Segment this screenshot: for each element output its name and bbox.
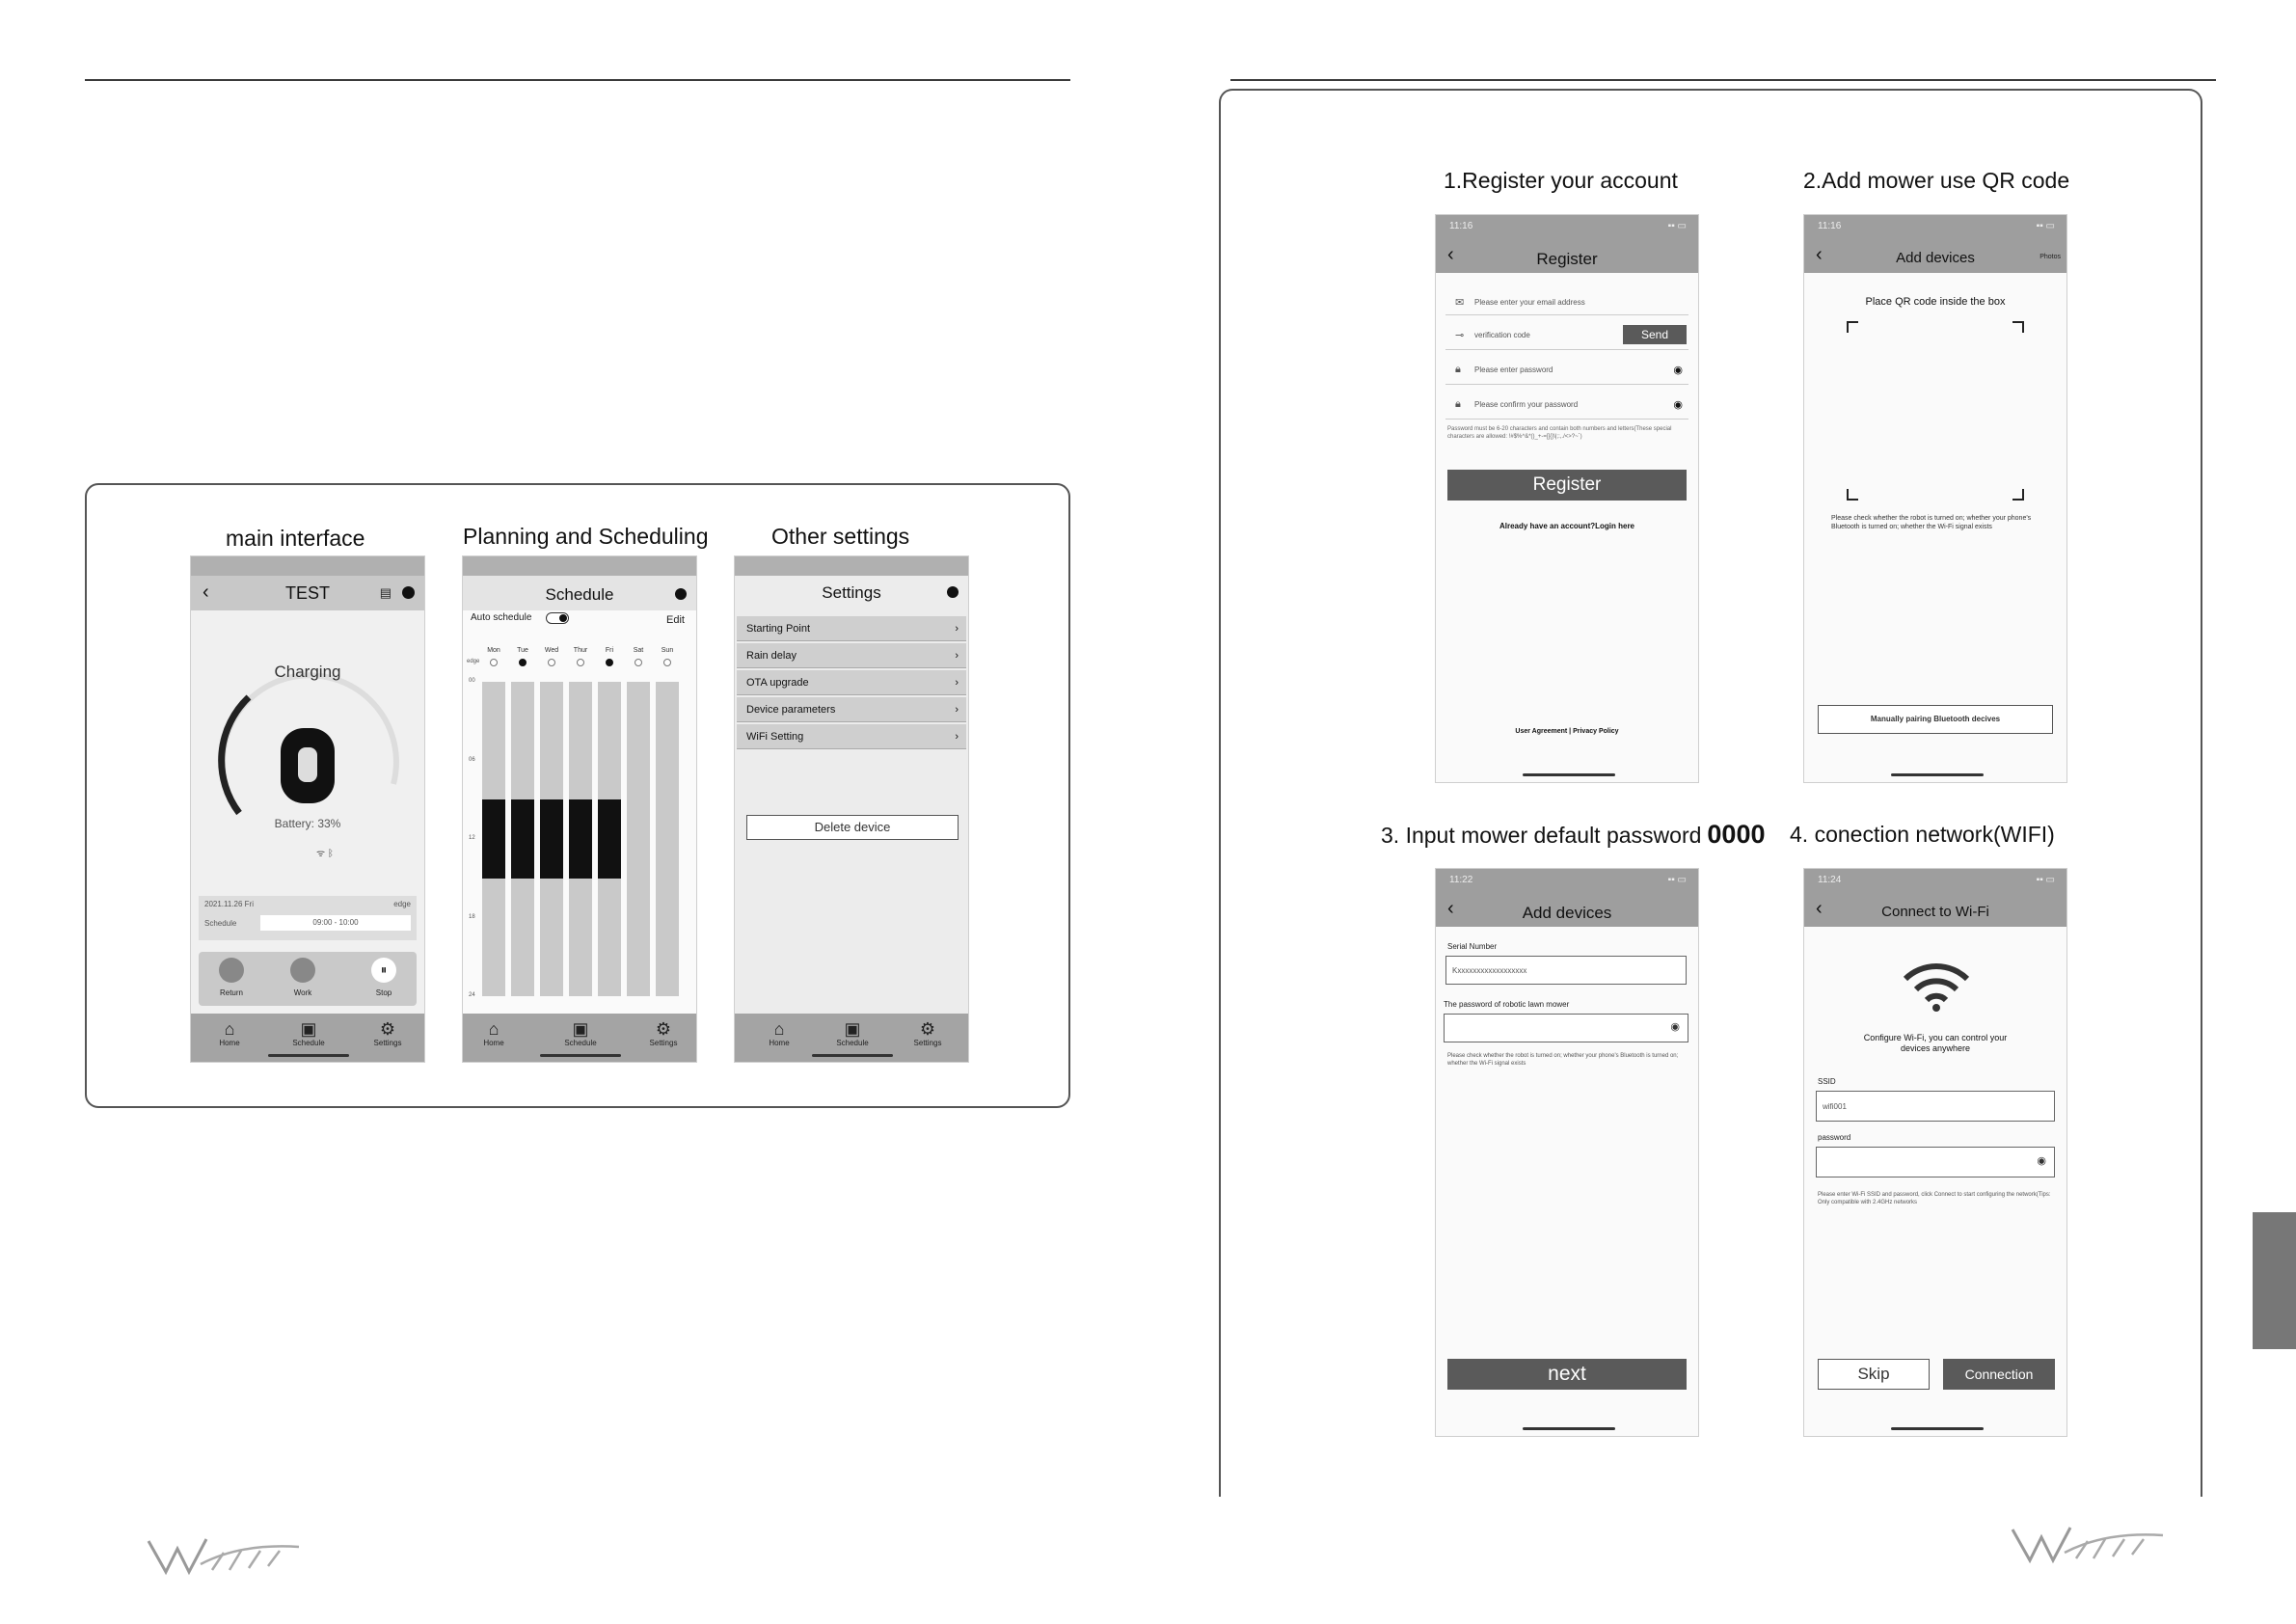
- edge-row-label: edge: [467, 659, 480, 664]
- schedule-time: 09:00 - 10:00: [260, 915, 411, 931]
- agreement-links[interactable]: User Agreement | Privacy Policy: [1515, 728, 1619, 735]
- day-column[interactable]: [627, 682, 650, 996]
- eye-icon[interactable]: ◉: [1673, 399, 1683, 411]
- status-icons: ▪▪ ▭: [1667, 875, 1687, 885]
- manual-pairing-button[interactable]: Manually pairing Bluetooth decives: [1818, 705, 2053, 734]
- scheduled-block[interactable]: [598, 799, 621, 879]
- serial-label: Serial Number: [1447, 942, 1498, 951]
- day-label: Wed: [544, 647, 559, 654]
- day-label: Sun: [661, 647, 674, 654]
- hour-tick-label: 18: [469, 913, 475, 920]
- day-label: Mon: [487, 647, 500, 654]
- edge-toggle-dot[interactable]: [663, 659, 671, 666]
- skip-button[interactable]: Skip: [1818, 1359, 1930, 1390]
- help-icon[interactable]: [675, 588, 687, 600]
- edge-toggle-dot[interactable]: [577, 659, 584, 666]
- phone-wifi: 11:24 ▪▪ ▭ ‹ Connect to Wi-Fi Configure Wi-Fi, you can control your devices anywhere SSID wifi001 password ◉ Please enter Wi-Fi SSID and password, click Connect to start configuring the network(Tips: Only compatible with 2.4GHz networks Skip Connection: [1803, 868, 2067, 1437]
- schedule-icon: ▣: [300, 1019, 317, 1039]
- mower-password-label: The password of robotic lawn mower: [1444, 1000, 1570, 1009]
- edge-toggle-dot[interactable]: [606, 659, 613, 666]
- scheduled-block[interactable]: [540, 799, 563, 879]
- action-panel: [199, 952, 417, 1006]
- day-column[interactable]: [656, 682, 679, 996]
- wiper-logo-right: [2009, 1522, 2173, 1564]
- day-label: Thur: [573, 647, 588, 654]
- register-button[interactable]: Register: [1447, 470, 1687, 501]
- qr-hint: Please check whether the robot is turned on; whether your phone's Bluetooth is turned on; whether the Wi-Fi signal exists: [1831, 515, 2032, 530]
- add-devices-title: Add devices: [1896, 250, 1975, 266]
- setting-wifi[interactable]: WiFi Setting ›: [737, 724, 966, 749]
- wifi-hint: Please enter Wi-Fi SSID and password, click Connect to start configuring the network(Tips: Only compatible with 2.4GHz networks: [1818, 1192, 2051, 1205]
- qr-scan-box: [1847, 321, 2024, 501]
- work-button[interactable]: Work: [284, 958, 322, 1000]
- schedule-date: 2021.11.26 Fri: [204, 900, 254, 908]
- tab-schedule[interactable]: ▣ Schedule: [552, 1019, 609, 1047]
- edge-toggle-dot[interactable]: [490, 659, 498, 666]
- key-icon: ⊸: [1455, 330, 1465, 341]
- tab-bar: [735, 1014, 968, 1062]
- wiper-logo-left: [145, 1533, 309, 1576]
- tab-schedule[interactable]: ▣ Schedule: [824, 1019, 881, 1047]
- add-devices-title: Add devices: [1522, 904, 1612, 922]
- settings-title: Settings: [822, 583, 881, 602]
- tab-home[interactable]: ⌂ Home: [465, 1019, 523, 1047]
- confirm-password-field[interactable]: 🔒︎ Please confirm your password ◉: [1445, 391, 1688, 420]
- day-label: Sat: [633, 647, 644, 654]
- eye-icon[interactable]: ◉: [1673, 365, 1683, 376]
- gear-icon: ⚙: [919, 1019, 936, 1039]
- hour-tick-label: 24: [469, 992, 475, 998]
- tab-home[interactable]: ⌂ Home: [201, 1019, 258, 1047]
- back-icon[interactable]: ‹: [1447, 898, 1454, 919]
- section-side-tab: [2253, 1212, 2296, 1349]
- ssid-label: SSID: [1818, 1077, 1836, 1086]
- log-icon[interactable]: ▤: [379, 585, 392, 600]
- caption-qr: 2.Add mower use QR code: [1803, 168, 2070, 193]
- setting-ota-upgrade[interactable]: OTA upgrade ›: [737, 670, 966, 695]
- wifi-password-input[interactable]: [1816, 1147, 2055, 1177]
- phone-qr: 11:16 ▪▪ ▭ ‹ Add devices Photos Place QR code inside the box Please check whether the robot is turned on; whether your phone's Bluetooth is turned on; whether the Wi-Fi signal exists Manually pairing Bluetooth decives: [1803, 214, 2067, 783]
- verification-code-field[interactable]: ⊸ verification code Send: [1445, 321, 1688, 350]
- gear-icon: ⚙: [655, 1019, 672, 1039]
- schedule-card: [199, 896, 417, 940]
- phone-main-interface: [190, 555, 425, 1063]
- next-button[interactable]: next: [1447, 1359, 1687, 1390]
- back-icon[interactable]: ‹: [1816, 244, 1823, 265]
- wifi-password-label: password: [1818, 1133, 1851, 1142]
- return-button[interactable]: Return: [212, 958, 251, 1000]
- lock-icon: 🔒︎: [1455, 398, 1461, 410]
- scheduled-block[interactable]: [569, 799, 592, 879]
- day-label: Fri: [605, 647, 614, 654]
- edit-button[interactable]: Edit: [666, 614, 685, 626]
- scheduled-block[interactable]: [511, 799, 534, 879]
- wifi-icon: [1900, 958, 1973, 1012]
- mower-password-input[interactable]: [1444, 1014, 1688, 1042]
- auto-schedule-toggle[interactable]: [546, 612, 569, 624]
- battery-level: Battery: 33%: [274, 817, 341, 830]
- phone-schedule: [462, 555, 697, 1063]
- edge-toggle-dot[interactable]: [548, 659, 555, 666]
- caption-main-interface: main interface: [226, 526, 365, 551]
- header-rule-left: [85, 79, 1070, 81]
- delete-device-button[interactable]: Delete device: [746, 815, 959, 840]
- tab-settings[interactable]: ⚙ Settings: [899, 1019, 957, 1047]
- add-hint: Please check whether the robot is turned on; whether your phone's Bluetooth is turned on; whether the Wi-Fi signal exists: [1447, 1053, 1679, 1067]
- scheduled-block[interactable]: [482, 799, 505, 879]
- setting-starting-point[interactable]: Starting Point ›: [737, 616, 966, 641]
- serial-number-input[interactable]: Kxxxxxxxxxxxxxxxxxx: [1445, 956, 1687, 985]
- password-hint: Password must be 6-20 characters and contain both numbers and letters(These special characters are allowed: !#$%^&*()_+-=[]{}\|;:,./<>?~`): [1447, 426, 1672, 440]
- qr-instruction: Place QR code inside the box: [1865, 296, 2006, 308]
- wifi-description: Configure Wi-Fi, you can control your devices anywhere: [1863, 1033, 2008, 1053]
- default-password-value: 0000: [1707, 820, 1766, 849]
- send-button[interactable]: Send: [1623, 325, 1687, 344]
- setting-rain-delay[interactable]: Rain delay ›: [737, 643, 966, 668]
- home-icon: ⌂: [488, 1019, 500, 1039]
- phone-add-devices: 11:22 ▪▪ ▭ ‹ Add devices Serial Number Kxxxxxxxxxxxxxxxxxx The password of robotic lawn mower ◉ Please check whether the robot is turned on; whether your phone's Bluetooth is turned on; whether the Wi-Fi signal exists next: [1435, 868, 1699, 1437]
- register-title: Register: [1536, 250, 1598, 268]
- hour-tick-label: 06: [469, 756, 475, 763]
- tab-bar: [463, 1014, 696, 1062]
- mower-icon: [281, 728, 335, 803]
- stop-button[interactable]: ⏸ Stop: [365, 958, 403, 1000]
- schedule-title: Schedule: [545, 585, 614, 604]
- tab-settings[interactable]: ⚙ Settings: [359, 1019, 417, 1047]
- mail-icon: ✉: [1455, 297, 1465, 309]
- charging-status: Charging: [274, 663, 341, 681]
- tab-schedule[interactable]: ▣ Schedule: [280, 1019, 338, 1047]
- edge-toggle-dot[interactable]: [519, 659, 527, 666]
- setting-device-parameters[interactable]: Device parameters ›: [737, 697, 966, 722]
- status-icons: ▪▪ ▭: [2036, 875, 2055, 885]
- wifi-title: Connect to Wi-Fi: [1881, 904, 1989, 920]
- schedule-icon: ▣: [844, 1019, 861, 1039]
- hour-tick-label: 12: [469, 835, 475, 841]
- help-icon[interactable]: [402, 586, 415, 599]
- back-icon[interactable]: ‹: [1816, 898, 1823, 919]
- back-icon[interactable]: ‹: [1447, 244, 1454, 265]
- email-field[interactable]: ✉ Please enter your email address: [1445, 288, 1688, 315]
- connection-button[interactable]: Connection: [1943, 1359, 2055, 1390]
- auto-schedule-label: Auto schedule: [471, 612, 532, 623]
- wifi-icon: ᯤ ᛒ: [316, 849, 334, 859]
- schedule-label: Schedule: [204, 919, 237, 928]
- caption-other-settings: Other settings: [771, 524, 910, 549]
- tab-home[interactable]: ⌂ Home: [750, 1019, 808, 1047]
- phone-settings: [734, 555, 969, 1063]
- edge-toggle-dot[interactable]: [635, 659, 642, 666]
- photos-button[interactable]: Photos: [2039, 254, 2061, 260]
- schedule-mode: edge: [393, 900, 411, 908]
- tab-bar: [191, 1014, 424, 1062]
- home-icon: ⌂: [773, 1019, 785, 1039]
- eye-icon[interactable]: ◉: [2037, 1155, 2046, 1167]
- status-icons: ▪▪ ▭: [2036, 221, 2055, 231]
- ssid-input[interactable]: wifi001: [1816, 1091, 2055, 1122]
- gear-icon: ⚙: [379, 1019, 396, 1039]
- status-icons: ▪▪ ▭: [1667, 221, 1687, 231]
- device-title: TEST: [284, 583, 330, 603]
- help-icon[interactable]: [947, 586, 959, 598]
- schedule-icon: ▣: [572, 1019, 589, 1039]
- password-field[interactable]: 🔒︎ Please enter password ◉: [1445, 356, 1688, 385]
- caption-planning: Planning and Scheduling: [463, 524, 709, 549]
- phone-register: 11:16 ▪▪ ▭ ‹ Register ✉ Please enter your email address ⊸ verification code Send 🔒︎ Please enter password ◉ 🔒︎ Please confirm your password ◉ Password must be 6-20 characters and contain both numbers and letters(These special characters are allowed: !#$%^&*()_+-=[]{}\|;:,./<>?~`) Register Already have an account?Login here User Agreement | Privacy Policy: [1435, 214, 1699, 783]
- day-label: Tue: [517, 647, 528, 654]
- tab-settings[interactable]: ⚙ Settings: [635, 1019, 692, 1047]
- home-icon: ⌂: [224, 1019, 235, 1039]
- header-rule-right: [1230, 79, 2216, 81]
- hour-tick-label: 00: [469, 678, 475, 684]
- lock-icon: 🔒︎: [1455, 364, 1461, 375]
- login-link[interactable]: Already have an account?Login here: [1499, 522, 1635, 530]
- caption-register: 1.Register your account: [1444, 168, 1678, 193]
- back-icon[interactable]: ‹: [203, 582, 209, 603]
- eye-icon[interactable]: ◉: [1670, 1021, 1680, 1033]
- caption-default-password: 3. Input mower default password 0000: [1381, 820, 1766, 849]
- caption-wifi: 4. conection network(WIFI): [1790, 822, 2055, 847]
